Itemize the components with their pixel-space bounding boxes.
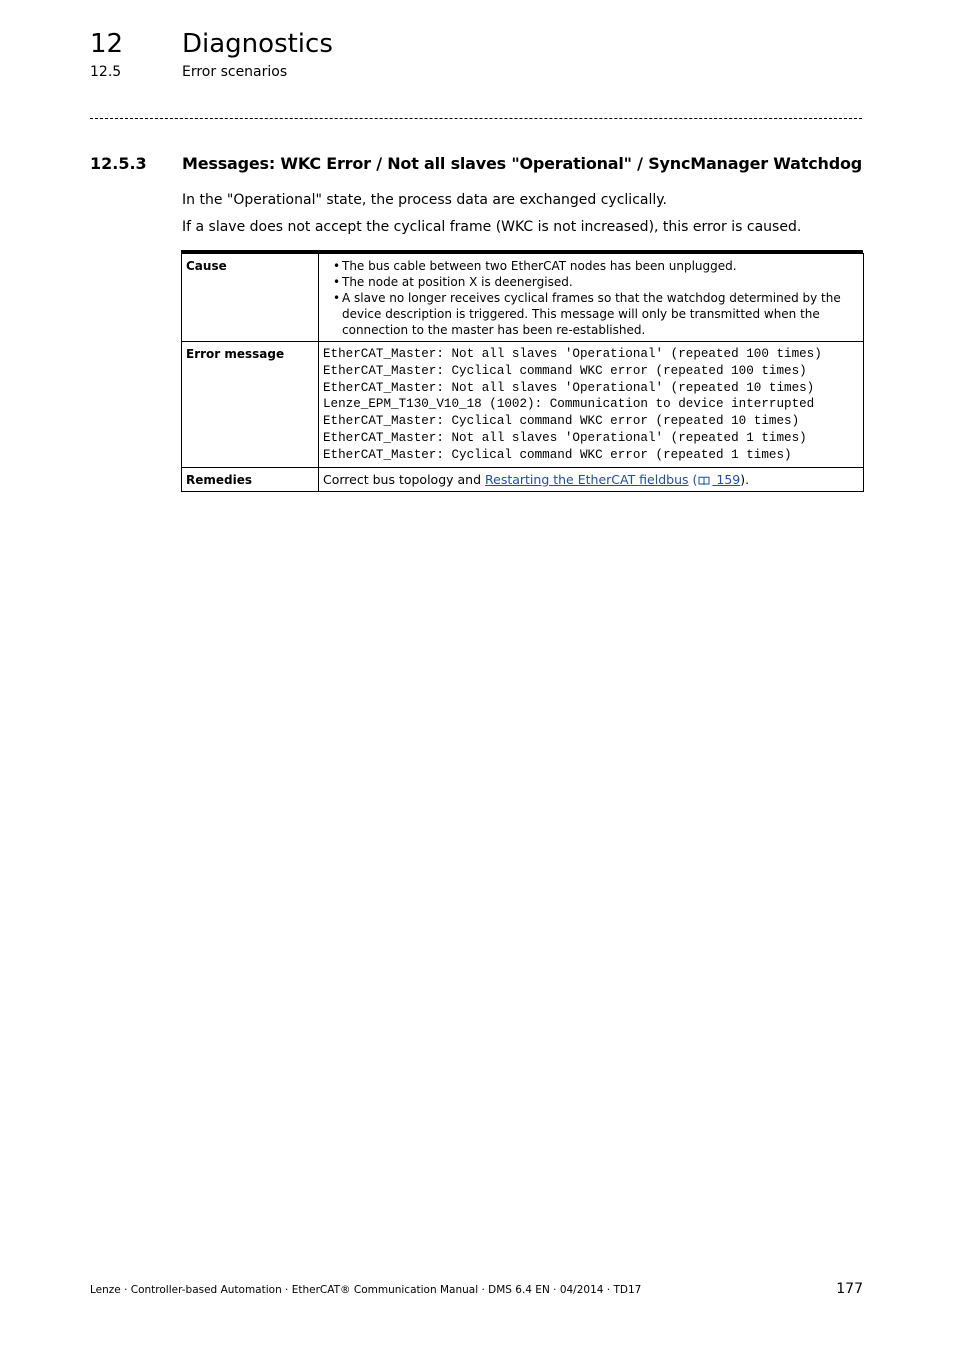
page-ref-number: 159	[712, 471, 741, 487]
error-line: EtherCAT_Master: Not all slaves 'Operational' (repeated 1 times)	[323, 430, 807, 445]
book-icon	[698, 476, 710, 485]
error-line: EtherCAT_Master: Cyclical command WKC error (repeated 10 times)	[323, 414, 800, 429]
link-paren-close: ).	[740, 471, 750, 487]
header-divider	[90, 118, 862, 119]
error-message-label: Error message	[182, 342, 319, 468]
subsection-number: 12.5	[90, 64, 122, 80]
error-line: EtherCAT_Master: Cyclical command WKC error (repeated 100 times)	[323, 363, 807, 378]
section-title: Messages: WKC Error / Not all slaves "Operational" / SyncManager Watchdog	[182, 154, 862, 173]
error-line: EtherCAT_Master: Not all slaves 'Operational' (repeated 10 times)	[323, 380, 815, 395]
section-number: 12.5.3	[90, 154, 147, 173]
chapter-title: Diagnostics	[182, 29, 333, 59]
remedies-text: Correct bus topology and	[323, 471, 485, 487]
table-row-remedies	[182, 467, 864, 491]
paragraph: In the "Operational" state, the process data are exchanged cyclically.	[182, 192, 667, 208]
error-message-cell	[319, 342, 864, 468]
error-info-table	[181, 253, 864, 492]
list-item: • A slave no longer receives cyclical frames so that the watchdog determined by the device description is triggered. This message will only be transmitted when the connection to the master has been re-established.	[333, 290, 859, 338]
table-row-error-message	[182, 342, 864, 468]
cause-list	[323, 258, 859, 338]
list-item: • The bus cable between two EtherCAT nodes has been unplugged.	[333, 258, 859, 274]
cause-cell	[319, 254, 864, 342]
error-line: Lenze_EPM_T130_V10_18 (1002): Communication to device interrupted	[323, 397, 815, 412]
error-line: EtherCAT_Master: Cyclical command WKC error (repeated 1 times)	[323, 447, 792, 462]
page-ref-link[interactable]	[697, 472, 740, 487]
page-number: 177	[836, 1281, 863, 1297]
link-paren-open: (	[688, 471, 698, 487]
footer-text: Lenze · Controller-based Automation · EtherCAT® Communication Manual · DMS 6.4 EN · 04/2014 · TD17	[90, 1284, 642, 1296]
subsection-title: Error scenarios	[182, 64, 288, 80]
restart-fieldbus-link[interactable]: Restarting the EtherCAT fieldbus	[485, 471, 689, 487]
list-item: • The node at position X is deenergised.	[333, 274, 859, 290]
error-line: EtherCAT_Master: Not all slaves 'Operational' (repeated 100 times)	[323, 347, 822, 361]
remedies-cell	[319, 467, 864, 491]
remedies-label: Remedies	[182, 467, 319, 491]
paragraph: If a slave does not accept the cyclical frame (WKC is not increased), this error is caused.	[182, 219, 802, 235]
table-row-cause	[182, 254, 864, 342]
cause-label: Cause	[182, 254, 319, 342]
chapter-number: 12	[90, 29, 124, 59]
